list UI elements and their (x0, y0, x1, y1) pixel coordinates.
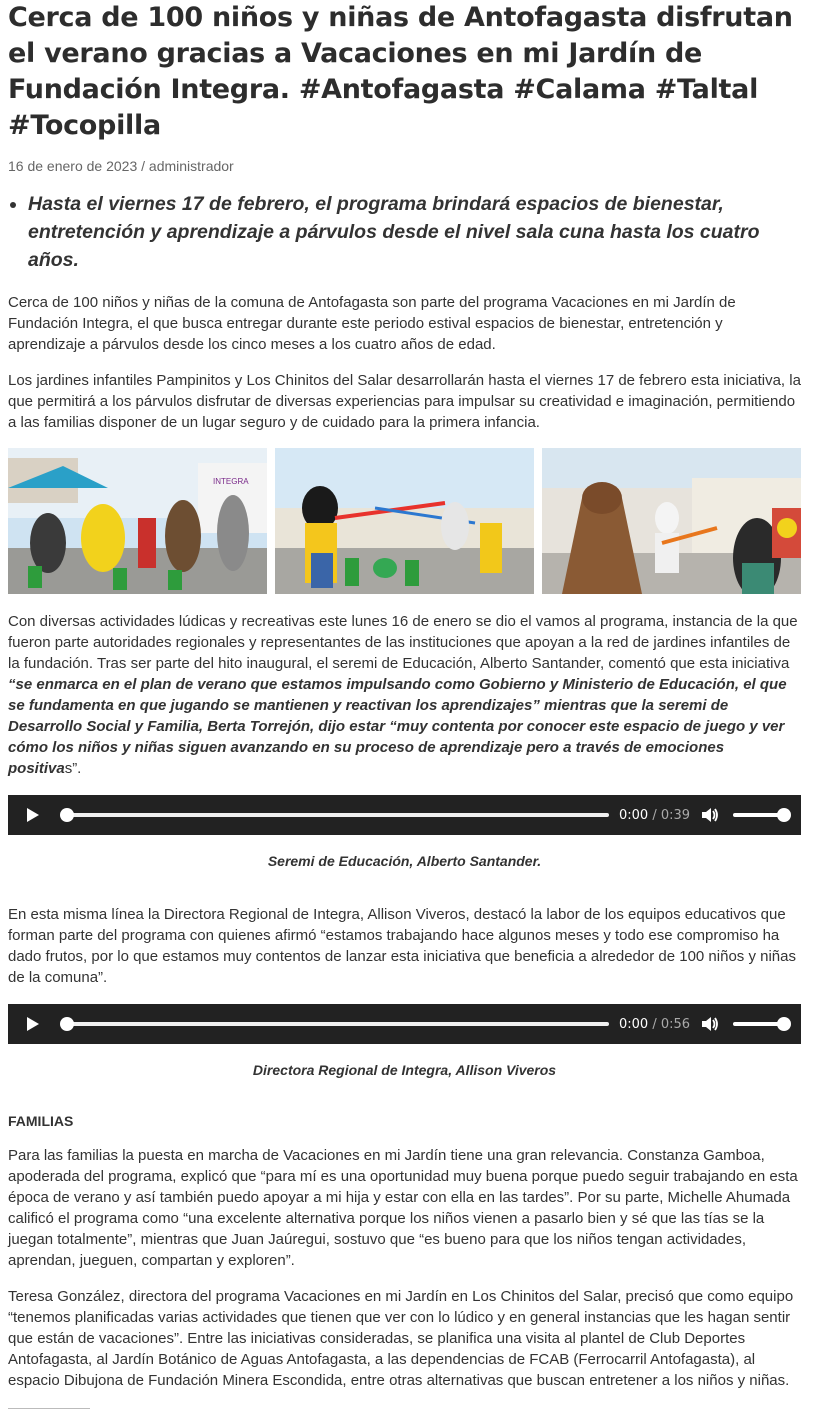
current-time: 0:00 (619, 1016, 649, 1032)
post-meta (8, 158, 801, 174)
play-icon (26, 807, 40, 823)
integra-sign-text: INTEGRA (213, 477, 249, 486)
photo-gallery (8, 448, 801, 594)
post-date-link[interactable]: 16 de enero de 2023 (8, 158, 138, 174)
paragraph: Para las familias la puesta en marcha de Vacaciones en mi Jardín tiene una gran relevancia. Constanza Gamboa, apoderada del programa, explicó que “para mí es una oportunidad muy buena porque puedo seguir trabajando en esta época de verano y así también puedo apoyar a mi hija y estar con ella en las tardes”. Por su parte, Michelle Ahumada calificó el programa como “una excelente alternativa porque los niños vienen a pasarlo bien y sé que las tías se la juegan totalmente”, mientras que Juan Jaúregui, sostuvo que “es bueno para que los niños tengan actividades, aprendan, jueguen, compartan y exploren”. (8, 1147, 798, 1269)
paragraph (8, 611, 801, 779)
seek-slider[interactable] (62, 813, 609, 817)
volume-slider[interactable] (733, 1022, 785, 1026)
play-button[interactable] (26, 1016, 48, 1032)
audio-player-2 (8, 1004, 801, 1044)
paragraph: Cerca de 100 niños y niñas de la comuna de Antofagasta son parte del programa Vacaciones en mi Jardín de Fundación Integra, el que busca entregar durante este periodo estival espacios de bienestar, entretención y aprendizaje a párvulos desde los cinco meses a los cuatro años de edad. (8, 294, 736, 353)
gallery-photo-2[interactable] (275, 448, 534, 594)
seek-handle[interactable] (60, 1017, 74, 1031)
current-time: 0:00 (619, 807, 649, 823)
volume-icon (701, 1016, 719, 1032)
duration: 0:39 (660, 807, 691, 823)
volume-icon (701, 807, 719, 823)
page-title: Cerca de 100 niños y niñas de Antofagasta disfrutan el verano gracias a Vacaciones en mi Jardín de Fundación Integra. #Antofagasta #Calama #Taltal #Tocopilla (8, 2, 793, 141)
quote-text: “se enmarca en el plan de verano que estamos impulsando como Gobierno y Ministerio de Educación, el que se fundamenta en que jugando se mantienen y reactivan los aprendizajes” mientras que la seremi de Desarrollo Social y Familia, Berta Torrejón, dijo estar “muy contenta por conocer este espacio de juego y ver cómo los niños y niñas siguen avanzando en su proceso de aprendizaje pero a través de emociones positiva (8, 676, 787, 777)
time-display (619, 1017, 689, 1032)
play-icon (26, 1016, 40, 1032)
audio-player-1 (8, 795, 801, 835)
audio-caption: Seremi de Educación, Alberto Santander. (267, 853, 542, 869)
paragraph: Teresa González, directora del programa Vacaciones en mi Jardín en Los Chinitos del Salar, precisó que como equipo “tenemos planificadas varias actividades que tienen que ver con lo lúdico y en general instancias que les hagan sentir que están de vacaciones”. Entre las iniciativas consideradas, se planifica una visita al plantel de Club Deportes Antofagasta, al Jardín Botánico de Aguas Antofagasta, a las dependencias de FCAB (Ferrocarril Antofagasta), al espacio Dibujona de Fundación Minera Escondida, entre otras alternativas que buscan entretener a los niños y niñas. (8, 1288, 794, 1389)
paragraph: Los jardines infantiles Pampinitos y Los Chinitos del Salar desarrollarán hasta el viernes 17 de febrero esta iniciativa, la que permitirá a los párvulos disfrutar de diversas experiencias para impulsar su creatividad e imaginación, permitiendo a las familias disponer de un lugar seguro y de cuidado para la primera infancia. (8, 372, 801, 431)
seek-handle[interactable] (60, 808, 74, 822)
author-link[interactable]: administrador (148, 158, 234, 174)
mute-button[interactable] (701, 1016, 721, 1032)
paragraph-text: s”. (64, 760, 82, 777)
seek-slider[interactable] (62, 1022, 609, 1026)
time-display (619, 808, 689, 823)
photo-costumed-characters-icon (8, 448, 267, 594)
mute-button[interactable] (701, 807, 721, 823)
gallery-photo-1[interactable] (8, 448, 267, 594)
gallery-photo-3[interactable] (542, 448, 801, 594)
meta-separator: / (137, 158, 149, 174)
paragraph-text: Con diversas actividades lúdicas y recreativas este lunes 16 de enero se dio el vamos al programa, instancia de la que fueron parte autoridades regionales y representantes de las instituciones que apoyan a la red de jardines infantiles de la fundación. Tras ser parte del hito inaugural, el seremi de Educación, Alberto Santander, comentó que esta iniciativa (8, 613, 798, 672)
time-separator: / (648, 1016, 661, 1032)
photo-children-playground-icon (275, 448, 534, 594)
volume-handle[interactable] (777, 1017, 791, 1031)
paragraph: En esta misma línea la Directora Regional de Integra, Allison Viveros, destacó la labor de los equipos educativos que forman parte del programa con quienes afirmó “estamos trabajando hace algunos meses y todo ese compromiso ha dado frutos, por lo que estamos muy contentos de lanzar esta iniciativa que beneficia a alrededor de 100 niños y niñas de la comuna”. (8, 906, 796, 986)
time-separator: / (648, 807, 661, 823)
lead-list (8, 190, 801, 274)
volume-slider[interactable] (733, 813, 785, 817)
duration: 0:56 (660, 1016, 691, 1032)
play-button[interactable] (26, 807, 48, 823)
volume-handle[interactable] (777, 808, 791, 822)
audio-caption: Directora Regional de Integra, Allison Viveros (252, 1062, 557, 1078)
photo-stormtrooper-jawa-icon (542, 448, 801, 594)
section-heading: FAMILIAS (8, 1113, 74, 1129)
lead-item: • Hasta el viernes 17 de febrero, el programa brindará espacios de bienestar, entretención y aprendizaje a párvulos desde el nivel sala cuna hasta los cuatro años. (28, 190, 801, 274)
